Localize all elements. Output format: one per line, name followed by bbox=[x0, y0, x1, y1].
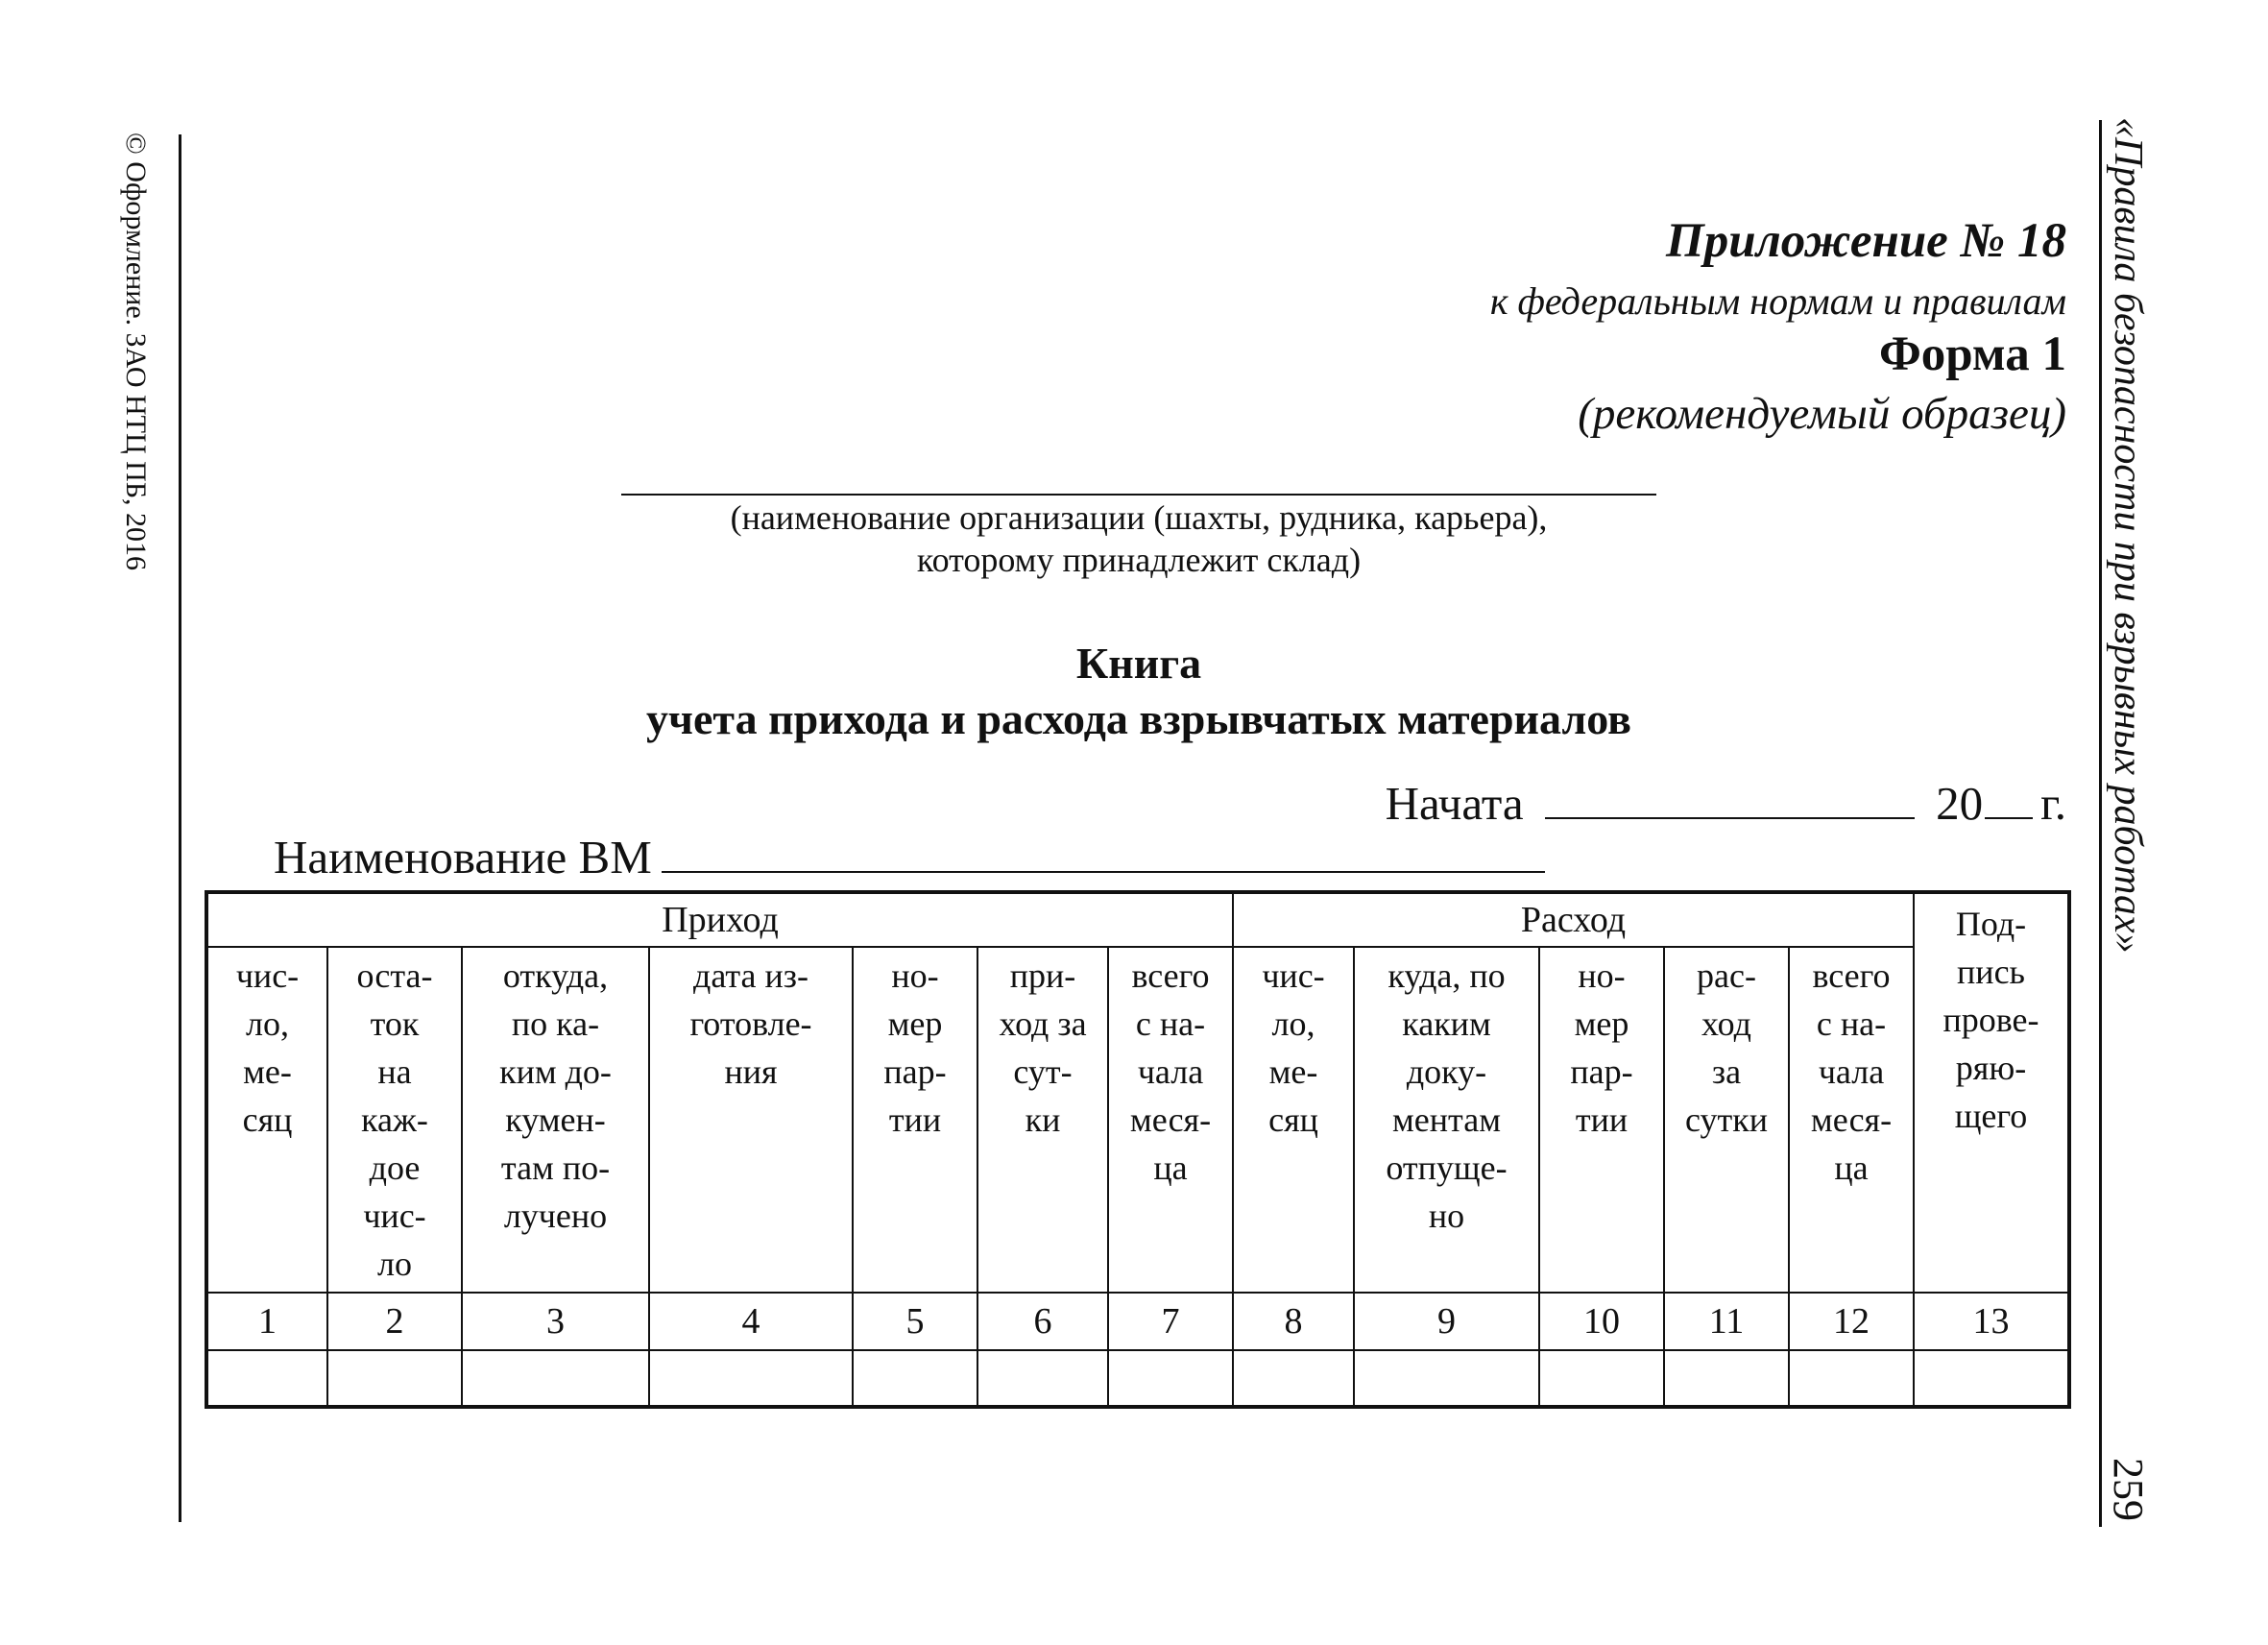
income-col-header-4: дата из- готовле- ния bbox=[649, 947, 853, 1293]
column-number-7: 7 bbox=[1108, 1293, 1233, 1350]
vm-label: Наименование ВМ bbox=[274, 831, 652, 883]
blank-cell[interactable] bbox=[327, 1350, 462, 1407]
expense-col-header-12: всего с на- чала меся- ца bbox=[1789, 947, 1914, 1293]
year-blank bbox=[1985, 779, 2033, 819]
organization-caption-line2: которому принадлежит склад) bbox=[916, 541, 1362, 579]
income-col-header-2: оста- ток на каж- дое чис- ло bbox=[327, 947, 462, 1293]
appendix-subtitle: к федеральным нормам и правилам bbox=[1489, 279, 2066, 323]
column-number-3: 3 bbox=[462, 1293, 649, 1350]
signature-header: Под- пись прове- ряю- щего bbox=[1914, 892, 2069, 1293]
group-expense-header: Расход bbox=[1233, 892, 1914, 947]
column-number-4: 4 bbox=[649, 1293, 853, 1350]
blank-cell[interactable] bbox=[462, 1350, 649, 1407]
blank-cell[interactable] bbox=[649, 1350, 853, 1407]
income-col-header-1: чис- ло, ме- сяц bbox=[206, 947, 327, 1293]
expense-col-header-10: но- мер пар- тии bbox=[1539, 947, 1664, 1293]
column-header-row bbox=[206, 947, 2069, 1293]
blank-cell[interactable] bbox=[206, 1350, 327, 1407]
column-number-8: 8 bbox=[1233, 1293, 1354, 1350]
column-number-12: 12 bbox=[1789, 1293, 1914, 1350]
column-number-2: 2 bbox=[327, 1293, 462, 1350]
left-margin-rule bbox=[179, 134, 181, 1522]
blank-cell[interactable] bbox=[1914, 1350, 2069, 1407]
income-col-header-7: всего с на- чала меся- ца bbox=[1108, 947, 1233, 1293]
column-number-10: 10 bbox=[1539, 1293, 1664, 1350]
started-label: Начата bbox=[1385, 777, 1524, 830]
blank-cell[interactable] bbox=[853, 1350, 977, 1407]
form-note: (рекомендуемый образец) bbox=[1578, 389, 2066, 439]
expense-col-header-9: куда, по каким доку- ментам отпуще- но bbox=[1354, 947, 1539, 1293]
column-number-row bbox=[206, 1293, 2069, 1350]
expense-col-header-11: рас- ход за сутки bbox=[1664, 947, 1789, 1293]
expense-col-header-8: чис- ло, ме- сяц bbox=[1233, 947, 1354, 1293]
page-number: 259 bbox=[2105, 1458, 2152, 1521]
appendix-title: Приложение № 18 bbox=[1666, 214, 2066, 268]
income-col-header-5: но- мер пар- тии bbox=[853, 947, 977, 1293]
blank-cell[interactable] bbox=[1108, 1350, 1233, 1407]
blank-cell[interactable] bbox=[1233, 1350, 1354, 1407]
column-number-6: 6 bbox=[977, 1293, 1108, 1350]
column-number-11: 11 bbox=[1664, 1293, 1789, 1350]
table-row bbox=[206, 1350, 2069, 1407]
register-table bbox=[205, 890, 2071, 1409]
blank-cell[interactable] bbox=[977, 1350, 1108, 1407]
organization-name-line bbox=[621, 494, 1656, 496]
year-suffix: г. bbox=[2040, 777, 2066, 830]
started-date-blank bbox=[1545, 779, 1915, 819]
organization-caption-line1: (наименование организации (шахты, рудника, карьера), bbox=[730, 498, 1548, 537]
vm-name-row bbox=[274, 830, 1545, 884]
form-title: Форма 1 bbox=[1878, 327, 2066, 381]
right-margin-rule bbox=[2099, 120, 2102, 1527]
year-prefix: 20 bbox=[1936, 777, 1984, 830]
book-title: Книга bbox=[1075, 639, 1202, 688]
income-col-header-6: при- ход за сут- ки bbox=[977, 947, 1108, 1293]
running-head: «Правила безопасности при взрывных работах» bbox=[2106, 117, 2150, 954]
column-number-5: 5 bbox=[853, 1293, 977, 1350]
column-number-9: 9 bbox=[1354, 1293, 1539, 1350]
group-income-header: Приход bbox=[206, 892, 1233, 947]
copyright-notice: © Оформление. ЗАО НТЦ ПБ, 2016 bbox=[120, 133, 152, 571]
blank-cell[interactable] bbox=[1664, 1350, 1789, 1407]
blank-cell[interactable] bbox=[1354, 1350, 1539, 1407]
vm-name-blank bbox=[662, 833, 1545, 873]
column-number-1: 1 bbox=[206, 1293, 327, 1350]
blank-cell[interactable] bbox=[1539, 1350, 1664, 1407]
book-subtitle: учета прихода и расхода взрывчатых материалов bbox=[646, 694, 1631, 743]
blank-cell[interactable] bbox=[1789, 1350, 1914, 1407]
group-header-row bbox=[206, 892, 2069, 947]
income-col-header-3: откуда, по ка- ким до- кумен- там по- лучено bbox=[462, 947, 649, 1293]
column-number-13: 13 bbox=[1914, 1293, 2069, 1350]
started-date-row bbox=[1386, 776, 2066, 831]
